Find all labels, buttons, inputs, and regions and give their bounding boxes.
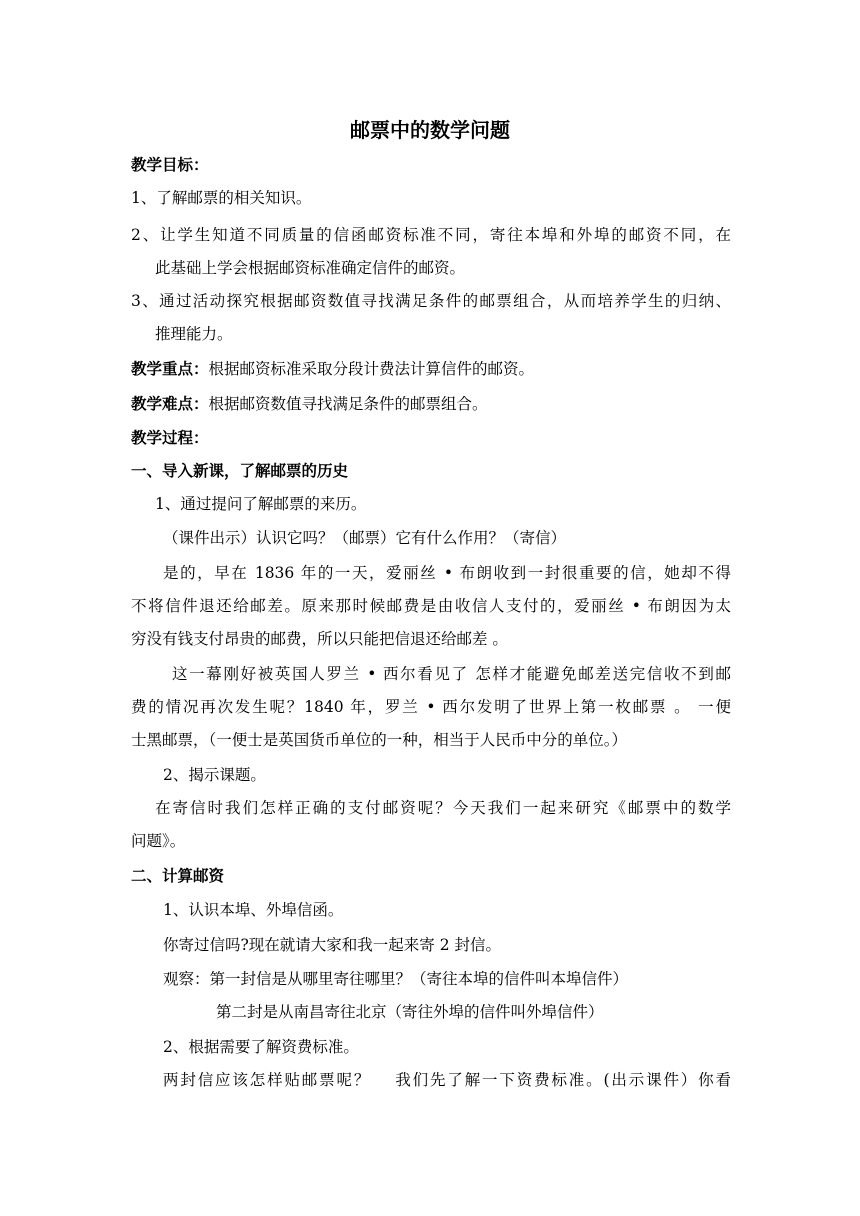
text-line <box>131 428 731 448</box>
text-line <box>131 831 731 851</box>
body-text: 士黑邮票，（一便士是英国货币单位的一种，相当于人民币中分的单位。） <box>131 731 628 749</box>
text-line <box>163 1070 731 1090</box>
body-text: （课件出示）认识它吗？（邮票）它有什么作用？（寄信） <box>163 529 567 547</box>
body-text: 2、揭示课题。 <box>163 766 266 784</box>
body-text: 2、根据需要了解资费标准。 <box>163 1038 359 1056</box>
text-line <box>163 765 731 785</box>
text-line <box>163 935 731 955</box>
body-text: 你寄过信吗?现在就请大家和我一起来寄 2 封信。 <box>163 936 502 954</box>
bold-heading-text: 一、导入新课，了解邮票的历史 <box>131 462 349 480</box>
text-line <box>131 866 731 886</box>
body-text: 不将信件退还给邮差。原来那时候邮费是由收信人支付的，爱丽丝 • 布朗因为太 <box>131 597 731 615</box>
body-text: 1、认识本埠、外埠信函。 <box>163 901 344 919</box>
text-line <box>131 225 731 245</box>
document-title: 邮票中的数学问题 <box>350 118 510 142</box>
bold-heading-text: 教学重点： <box>131 360 209 378</box>
text-line <box>163 528 731 548</box>
text-line <box>163 900 731 920</box>
text-line <box>131 291 731 311</box>
body-text: 费的情况再次发生呢？1840 年，罗兰 • 西尔发明了世界上第一枚邮票 。 一便 <box>131 698 731 716</box>
body-text: 两封信应该怎样贴邮票呢？ 我们先了解一下资费标准。(出示课件）你看 <box>163 1071 731 1089</box>
text-line <box>131 394 731 414</box>
body-text: 在寄信时我们怎样正确的支付邮资呢？今天我们一起来研究《邮票中的数学 <box>155 799 731 817</box>
text-line <box>163 1037 731 1057</box>
body-text: 问题》。 <box>131 832 186 850</box>
text-line <box>131 155 731 175</box>
bold-heading-text: 教学目标： <box>131 156 209 174</box>
body-text: 穷没有钱支付昂贵的邮费，所以只能把信退还给邮差 。 <box>131 630 508 648</box>
body-text: 根据邮资标准采取分段计费法计算信件的邮资。 <box>208 360 535 378</box>
text-line <box>155 494 731 514</box>
body-text: 此基础上学会根据邮资标准确定信件的邮资。 <box>155 259 466 277</box>
text-line <box>131 596 731 616</box>
body-text: 2、让学生知道不同质量的信函邮资标准不同，寄往本埠和外埠的邮资不同，在 <box>131 226 731 244</box>
body-text: 这一幕刚好被英国人罗兰 • 西尔看见了 怎样才能避免邮差送完信收不到邮 <box>172 665 731 683</box>
body-text: 是的，早在 1836 年的一天，爱丽丝 • 布朗收到一封很重要的信，她却不得 <box>163 564 731 582</box>
body-text: 推理能力。 <box>155 325 233 343</box>
text-line <box>131 359 731 379</box>
text-line <box>131 697 731 717</box>
text-line <box>131 629 731 649</box>
text-line <box>155 258 731 278</box>
body-text: 1、通过提问了解邮票的来历。 <box>155 495 367 513</box>
body-text: 3、通过活动探究根据邮资数值寻找满足条件的邮票组合，从而培养学生的归纳、 <box>131 292 731 310</box>
text-line <box>155 798 731 818</box>
text-line <box>131 730 731 750</box>
bold-heading-text: 二、计算邮资 <box>131 867 225 885</box>
text-line <box>155 324 731 344</box>
text-line <box>163 969 731 989</box>
bold-heading-text: 教学过程： <box>131 429 209 447</box>
body-text: 第二封是从南昌寄往北京（寄往外埠的信件叫外埠信件） <box>216 1003 604 1021</box>
body-text: 观察：第一封信是从哪里寄往哪里？（寄往本埠的信件叫本埠信件） <box>163 970 629 988</box>
text-line <box>131 188 731 208</box>
text-line <box>131 461 731 481</box>
text-line <box>163 563 731 583</box>
body-text: 1、了解邮票的相关知识。 <box>131 189 312 207</box>
text-line <box>172 664 731 684</box>
body-text: 根据邮资数值寻找满足条件的邮票组合。 <box>208 395 488 413</box>
text-line <box>216 1002 731 1022</box>
bold-heading-text: 教学难点： <box>131 395 209 413</box>
